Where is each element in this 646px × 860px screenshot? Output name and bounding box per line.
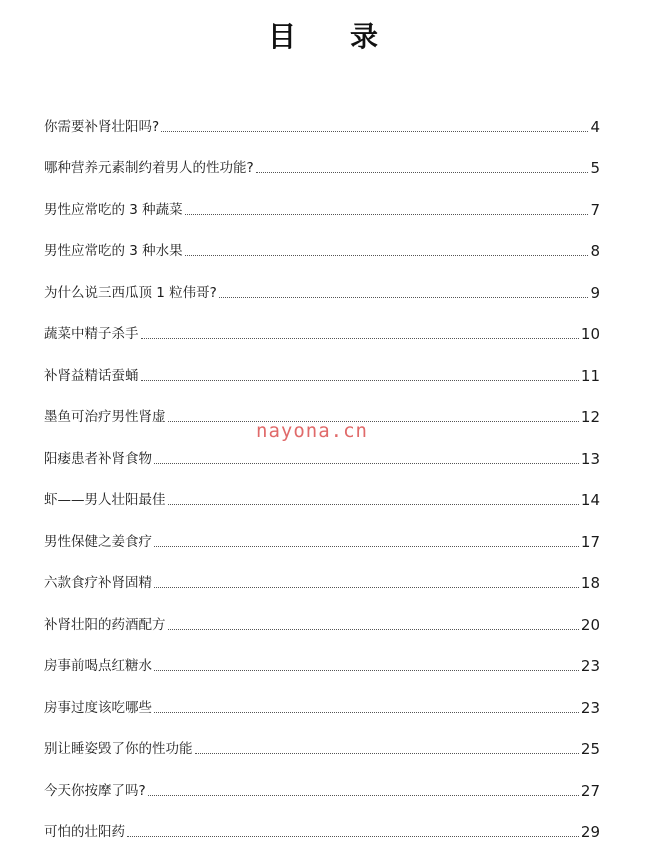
toc-dot-leader — [127, 836, 579, 837]
toc-entry[interactable] — [44, 637, 600, 679]
toc-entry-page-number: 10 — [580, 325, 600, 343]
toc-entry-label: 阳痿患者补肾食物 — [44, 450, 152, 467]
toc-entry-label: 今天你按摩了吗? — [44, 782, 146, 799]
toc-entry-page-number: 5 — [590, 159, 600, 177]
toc-entry-page-number: 23 — [580, 657, 600, 675]
title-char-2: 录 — [350, 19, 433, 53]
toc-entry-label: 男性应常吃的 3 种水果 — [44, 243, 183, 259]
toc-dot-leader — [154, 712, 579, 713]
toc-entry-label: 补肾壮阳的药酒配方 — [44, 616, 166, 633]
toc-dot-leader — [154, 463, 579, 464]
toc-dot-leader — [168, 421, 579, 422]
toc-entry[interactable] — [44, 554, 600, 596]
table-of-contents — [44, 97, 600, 844]
toc-entry[interactable] — [44, 222, 600, 264]
toc-entry-page-number: 20 — [580, 615, 600, 634]
toc-entry-page-number: 29 — [580, 823, 600, 841]
toc-dot-leader — [168, 629, 579, 630]
toc-entry-page-number: 12 — [580, 408, 600, 426]
toc-entry-label: 别让睡姿毁了你的性功能 — [44, 741, 193, 757]
toc-dot-leader — [256, 172, 588, 173]
toc-dot-leader — [161, 131, 588, 132]
toc-entry[interactable] — [44, 471, 600, 513]
toc-dot-leader — [195, 753, 579, 754]
toc-entry-label: 房事前喝点红糖水 — [44, 658, 152, 674]
toc-entry-page-number: 14 — [580, 491, 600, 509]
toc-entry-label: 为什么说三西瓜顶 1 粒伟哥? — [44, 284, 217, 301]
toc-entry-label: 蔬菜中精子杀手 — [44, 326, 139, 342]
toc-entry[interactable] — [44, 305, 600, 347]
toc-entry-page-number: 13 — [580, 449, 600, 468]
toc-dot-leader — [148, 795, 579, 796]
toc-dot-leader — [154, 670, 579, 671]
toc-dot-leader — [185, 214, 588, 215]
toc-entry[interactable] — [44, 595, 600, 637]
toc-entry-label: 可怕的壮阳药 — [44, 824, 125, 840]
toc-entry[interactable] — [44, 97, 600, 139]
toc-entry-page-number: 27 — [580, 781, 600, 800]
toc-entry[interactable] — [44, 678, 600, 720]
toc-entry-page-number: 9 — [590, 283, 600, 302]
toc-entry-page-number: 17 — [580, 532, 600, 551]
toc-dot-leader — [168, 504, 579, 505]
toc-entry-label: 六款食疗补肾固精 — [44, 575, 152, 591]
toc-entry[interactable] — [44, 263, 600, 305]
toc-entry-label: 虾——男人壮阳最佳 — [44, 492, 166, 508]
toc-entry-page-number: 8 — [590, 242, 600, 260]
toc-entry[interactable] — [44, 720, 600, 762]
toc-entry-label: 墨鱼可治疗男性肾虚 — [44, 409, 166, 425]
toc-dot-leader — [141, 380, 579, 381]
toc-entry-label: 男性保健之姜食疗 — [44, 533, 152, 550]
toc-entry-page-number: 18 — [580, 574, 600, 592]
watermark: nayona.cn — [256, 420, 368, 442]
toc-entry[interactable] — [44, 761, 600, 803]
toc-dot-leader — [219, 297, 588, 298]
toc-dot-leader — [154, 546, 579, 547]
toc-entry-page-number: 11 — [580, 366, 600, 385]
toc-entry-label: 补肾益精话蚕蛹 — [44, 367, 139, 384]
title-char-1: 目 — [267, 19, 350, 53]
toc-entry-label: 你需要补肾壮阳吗? — [44, 118, 160, 135]
toc-entry-page-number: 23 — [580, 698, 600, 717]
toc-entry[interactable] — [44, 512, 600, 554]
toc-entry-label: 房事过度该吃哪些 — [44, 699, 152, 716]
toc-entry[interactable] — [44, 346, 600, 388]
toc-entry-page-number: 4 — [590, 117, 600, 136]
toc-entry-page-number: 7 — [590, 200, 600, 219]
toc-entry[interactable] — [44, 139, 600, 181]
toc-dot-leader — [154, 587, 579, 588]
toc-entry-label: 哪种营养元素制约着男人的性功能? — [44, 160, 254, 176]
toc-dot-leader — [141, 338, 579, 339]
page-title — [0, 19, 646, 55]
toc-entry[interactable] — [44, 803, 600, 845]
toc-entry[interactable] — [44, 180, 600, 222]
toc-entry-page-number: 25 — [580, 740, 600, 758]
toc-entry-label: 男性应常吃的 3 种蔬菜 — [44, 201, 183, 218]
toc-dot-leader — [185, 255, 588, 256]
